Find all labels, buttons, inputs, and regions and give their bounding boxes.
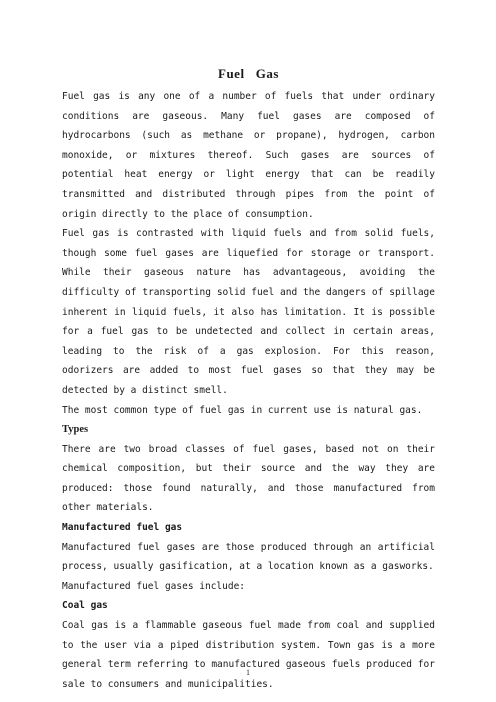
paragraph-intro: Fuel gas is any one of a number of fuels that under ordinary conditions are gaseous. Many fuel gases are composed of hydrocarbons (such as methane or propane), hydrogen, carbon monoxide, or mixtures thereof. Such gases are sources of potential heat energy or light energy that can be readily transmitted and distributed through pipes from the point of origin directly to the place of consumption. xyxy=(62,91,435,220)
document-page xyxy=(62,64,435,694)
paragraph-manufactured-include: Manufactured fuel gases include: xyxy=(62,580,246,592)
page-number: 1 xyxy=(246,668,250,677)
document-title: Fuel Gas xyxy=(218,66,279,81)
paragraph-natural-gas: The most common type of fuel gas in current use is natural gas. xyxy=(62,404,423,416)
heading-types: Types xyxy=(62,424,89,436)
heading-manufactured-fuel-gas: Manufactured fuel gas xyxy=(62,522,183,534)
paragraph-manufactured: Manufactured fuel gases are those produced through an artificial process, usually gasification, at a location known as a gasworks. xyxy=(62,541,435,573)
paragraph-coal-gas: Coal gas is a flammable gaseous fuel made from coal and supplied to the user via a piped distribution system. Town gas is a more general term referring to manufactured gaseous fuels produced for sale to consumers and municipalities. xyxy=(62,620,435,690)
paragraph-types: There are two broad classes of fuel gases, based not on their chemical composition, but their source and the way they are produced: those found naturally, and those manufactured from other materials. xyxy=(62,443,435,514)
heading-coal-gas: Coal gas xyxy=(62,600,108,612)
paragraph-contrast: Fuel gas is contrasted with liquid fuels and from solid fuels, though some fuel gases are liquefied for storage or transport. While their gaseous nature has advantageous, avoiding the difficulty of transporting solid fuel and the dangers of spillage inherent in liquid fuels, it also has limitation. It is possible for a fuel gas to be undetected and collect in certain areas, leading to the risk of a gas explosion. For this reason, odorizers are added to most fuel gases so that they may be detected by a distinct smell. xyxy=(62,228,435,396)
